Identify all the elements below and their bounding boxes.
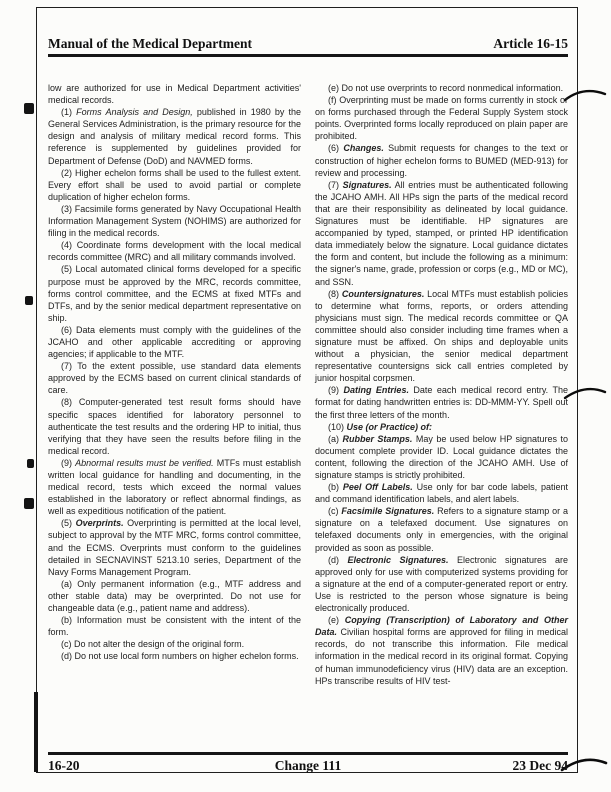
paragraph: (f) Overprinting must be made on forms currently in stock or on forms purchased through the Federal Supply System stock points. Overprinted forms locally reproduced on plain paper are prohibited. — [315, 95, 568, 142]
paragraph: (b) Peel Off Labels. Use only for bar code labels, patient and command identification labels, and alert labels. — [315, 482, 568, 505]
page-curl-mark — [563, 84, 607, 108]
footer-page-number: 16-20 — [48, 758, 80, 773]
paragraph: (4) Coordinate forms development with the local medical records committee (MRC) and all military commands involved. — [48, 240, 301, 263]
header-rule — [48, 54, 568, 57]
paragraph: (6) Changes. Submit requests for changes to the text or construction of higher echelon forms to BUMED (MED-913) for review and processing. — [315, 143, 569, 178]
scan-artifact-mark — [24, 498, 34, 509]
scan-artifact-mark — [25, 296, 33, 305]
paragraph: (1) Forms Analysis and Design, published in 1980 by the General Services Administration, is the primary resource for the design and analysis of military medical record forms. This reference is supplemented by guidelines provided for Department of Defense (DoD) and NAVMED forms. — [48, 107, 302, 166]
paragraph: (a) Only permanent information (e.g., MTF address and other stable data) may be overprinted. Do not use for changeable data (e.g., patient name and address). — [48, 578, 301, 614]
paragraph: (7) To the extent possible, use standard data elements approved by the ECMS based on current clinical standards of care. — [48, 361, 301, 396]
paragraph: (5) Overprints. Overprinting is permitted at the local level, subject to approval by the MTF MRC, forms control committee, and the ECMS. Overprints must conform to the guidelines detailed in SECNAVINST 5213.10 series, Department of the Navy Forms Management Program. — [48, 518, 302, 577]
paragraph: (b) Information must be consistent with the intent of the form. — [48, 615, 301, 638]
right-column — [315, 82, 568, 687]
paragraph: (e) Do not use overprints to record nonmedical information. — [328, 83, 564, 93]
paragraph: (2) Higher echelon forms shall be used to the fullest extent. Every effort shall be used to avoid partial or complete duplication of higher echelon forms. — [48, 167, 301, 202]
paragraph: (3) Facsimile forms generated by Navy Occupational Health Information Management System (NOHIMS) are authorized for filing in the medical records. — [48, 203, 301, 239]
article-number: Article 16-15 — [493, 36, 568, 51]
paragraph: (8) Countersignatures. Local MTFs must establish policies to determine what forms, reports, or orders attending physicians must sign. The medical records committee or QA committee should also consider including time frames when a signature must be affixed. On ships and deployable units without a physician, the senior medical department representative countersigns sick call entries completed by junior hospital corpsmen. — [315, 288, 568, 384]
scan-artifact-mark — [24, 103, 34, 114]
scan-artifact-bar — [34, 692, 38, 772]
page-header — [48, 36, 568, 52]
paragraph: (d) Do not use local form numbers on higher echelon forms. — [61, 651, 299, 662]
paragraph: (a) Rubber Stamps. May be used below HP signatures to document complete provider ID. Local guidance dictates the content, following the direction of the JCAHO AMH. Use of signature stamps is strictly prohibited. — [315, 433, 568, 480]
scan-artifact-mark — [27, 459, 34, 468]
manual-title: Manual of the Medical Department — [48, 36, 252, 51]
left-column — [48, 82, 301, 687]
page-curl-mark — [563, 380, 607, 404]
paragraph: (10) Use (or Practice) of: — [328, 421, 433, 432]
footer-change-number: Change 111 — [274, 758, 342, 773]
footer-rule — [48, 752, 568, 755]
footer-date: 23 Dec 94 — [512, 758, 568, 773]
paragraph: (9) Abnormal results must be verified. MTFs must establish written local guidance for handling and documenting, in the medical record, tests which exceed the normal values established in the laboratory or reflect abnormal findings, as well as expeditious notification of the patient. — [48, 457, 301, 517]
paragraph: (7) Signatures. All entries must be authenticated following the JCAHO AMH. All HPs sign the parts of the medical record that are their responsibility as delineated by local guidance. Signatures must be identifiable. HP signatures are accompanied by typed, stamped, or printed HP identification data immediately below the signature. Local guidance dictates the form and content, but include the following as a minimum: the signer's name, grade, profession or corps (e.g., MD or MC), and SSN. — [315, 179, 568, 287]
paragraph: (6) Data elements must comply with the guidelines of the JCAHO and other applicable accrediting or approving agencies; if applicable to the MTF. — [48, 324, 301, 360]
paragraph: (d) Electronic Signatures. Electronic signatures are approved only for use with computerized systems providing for a signature at the end of a computer-generated report or entry. Use is restricted to the person whose signature is being electronically produced. — [315, 554, 568, 614]
body-columns — [48, 82, 568, 687]
paragraph: (e) Copying (Transcription) of Laboratory and Other Data. Civilian hospital forms are approved for filing in medical records, do not transcribe this information. File medical information in the medical record in its original format. Copying of human immunodeficiency virus (HIV) data are an exception. HPs transcribe results of HIV test- — [315, 615, 569, 686]
paragraph: low are authorized for use in Medical Department activities' medical records. — [48, 83, 301, 106]
paragraph: (c) Do not alter the design of the original form. — [61, 639, 245, 650]
paragraph: (9) Dating Entries. Date each medical record entry. The format for dating handwritten entries is: DD-MMM-YY. Spell out the first three letters of the month. — [315, 385, 568, 420]
paragraph: (c) Facsimile Signatures. Refers to a signature stamp or a signature on a telefaxed document. Use signatures on telefaxed documents only in emergencies, with the original provided as soon as possible. — [315, 506, 568, 553]
paragraph: (5) Local automated clinical forms developed for a specific purpose must be approved by the MRC, records committee, forms control committee, and the ECMS at fixed MTFs and DTFs, and by the senior medical department representative on ship. — [48, 264, 301, 323]
page-footer — [48, 758, 568, 776]
paragraph: (8) Computer-generated test result forms should have specific spaces identified for laboratory personnel to authenticate the test results and the ordering HP to initial, thus verifying that they have seen the results before filing in the medical record. — [48, 397, 301, 456]
